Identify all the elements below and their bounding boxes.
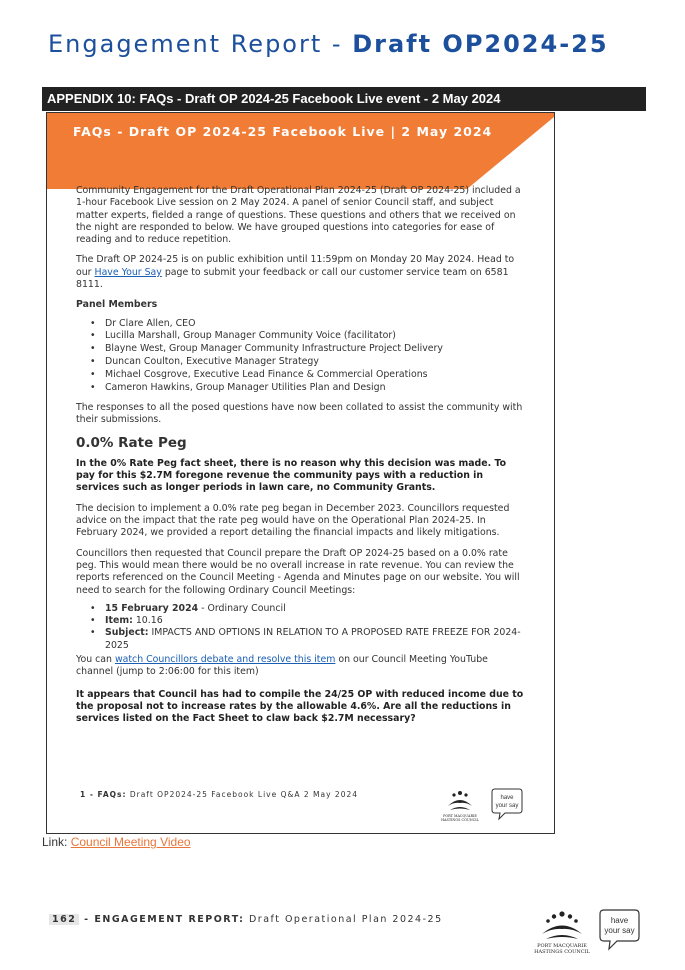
watch-paragraph bbox=[76, 654, 528, 679]
svg-text:have: have bbox=[500, 795, 514, 801]
meeting-date: 15 February 2024 bbox=[105, 602, 199, 614]
list-item: • Cameron Hawkins, Group Manager Utilities Plan and Design bbox=[90, 382, 528, 394]
item-label: Item: bbox=[105, 615, 133, 627]
appendix-heading: APPENDIX 10: FAQs - Draft OP 2024-25 Facebook Live event - 2 May 2024 bbox=[42, 87, 646, 111]
council-meeting-video-link[interactable]: Council Meeting Video bbox=[70, 835, 191, 849]
list-item: • Lucilla Marshall, Group Manager Community Voice (facilitator) bbox=[90, 330, 528, 342]
document-footer bbox=[80, 790, 358, 799]
question-2: It appears that Council has had to compile the 24/25 OP with reduced income due to the proposal not to increase rates by the allowable 4.6%. Are all the reductions in services listed on the Fact Sheet to claw back $2.7M necessary? bbox=[76, 688, 524, 725]
embedded-faq-document bbox=[46, 112, 555, 834]
svg-text:HASTINGS COUNCIL: HASTINGS COUNCIL bbox=[441, 818, 479, 822]
exhibition-text-end: page to submit your feedback or call our customer service team on 6581 8111. bbox=[76, 266, 509, 291]
svg-text:PORT MACQUARIE: PORT MACQUARIE bbox=[443, 814, 477, 818]
svg-text:have: have bbox=[610, 916, 629, 925]
have-your-say-link[interactable]: Have Your Say bbox=[94, 266, 162, 278]
svg-text:your say: your say bbox=[604, 926, 635, 935]
panel-members-heading: Panel Members bbox=[76, 299, 158, 311]
council-logo bbox=[532, 907, 592, 957]
banner-title: FAQs - Draft OP 2024-25 Facebook Live | 2 May 2024 bbox=[73, 124, 493, 139]
page-footer bbox=[49, 914, 443, 925]
subject-label: Subject: bbox=[105, 627, 149, 639]
footer-label: - ENGAGEMENT REPORT: bbox=[79, 914, 245, 925]
document-footer-label: 1 - FAQs: bbox=[80, 790, 127, 799]
section-heading: 0.0% Rate Peg bbox=[76, 434, 187, 451]
list-item: • Blayne West, Group Manager Community Infrastructure Project Delivery bbox=[90, 343, 528, 355]
exhibition-text: The Draft OP 2024-25 is on public exhibition until 11:59pm on Monday 20 May 2024. Head to our bbox=[76, 254, 515, 278]
footer-text: Draft Operational Plan 2024-25 bbox=[244, 914, 443, 925]
item-value: 10.16 bbox=[132, 615, 163, 627]
document-body bbox=[76, 185, 528, 733]
watch-debate-link[interactable]: watch Councillors debate and resolve this item bbox=[114, 654, 336, 665]
page-title bbox=[48, 30, 609, 58]
list-item: • Dr Clare Allen, CEO bbox=[90, 318, 528, 330]
link-line bbox=[42, 835, 191, 849]
intro-paragraph: Community Engagement for the Draft Operational Plan 2024-25 (Draft OP 2024-25) included a 1-hour Facebook Live session on 2 May 2024. A panel of senior Council staff, and subject matter experts, fielded a range of questions. These questions and others that we received on the night are responded to below. We have grouped questions into categories for ease of reading and to reduce repetition. bbox=[76, 185, 521, 246]
list-item bbox=[90, 627, 528, 652]
svg-text:HASTINGS COUNCIL: HASTINGS COUNCIL bbox=[534, 949, 590, 955]
panel-members-list bbox=[90, 318, 528, 394]
subject-value: IMPACTS AND OPTIONS IN RELATION TO A PROPOSED RATE FREEZE FOR 2024-2025 bbox=[105, 627, 521, 651]
meeting-details-list bbox=[90, 603, 528, 652]
list-item bbox=[90, 615, 528, 627]
list-item: • Duncan Coulton, Executive Manager Strategy bbox=[90, 356, 528, 368]
page-title-prefix: Engagement Report - bbox=[48, 30, 353, 58]
meeting-type: - Ordinary Council bbox=[198, 602, 286, 614]
document-footer-text: Draft OP2024-25 Facebook Live Q&A 2 May 2024 bbox=[126, 790, 359, 799]
svg-text:PORT MACQUARIE: PORT MACQUARIE bbox=[537, 943, 587, 949]
link-label: Link: bbox=[42, 835, 71, 849]
list-item bbox=[90, 603, 528, 615]
answer-1b: Councillors then requested that Council prepare the Draft OP 2024-25 based on a 0.0% rate peg. This would mean there would be no overall increase in rate revenue. You can review the reports referenced on the Council Meeting - Agenda and Minutes page on our website. You will need to search for the following Ordinary Council Meetings: bbox=[76, 547, 520, 596]
responses-paragraph: The responses to all the posed questions have now been collated to assist the community with their submissions. bbox=[76, 401, 523, 426]
have-your-say-logo-small bbox=[489, 786, 525, 822]
watch-text-end: on our Council Meeting YouTube channel (jump to 2:06:00 for this item) bbox=[76, 654, 488, 678]
list-item: • Michael Cosgrove, Executive Lead Finance & Commercial Operations bbox=[90, 369, 528, 381]
watch-text: You can bbox=[76, 654, 115, 665]
answer-1a: The decision to implement a 0.0% rate peg began in December 2023. Councillors requested advice on the impact that the rate peg would have on the Operational Plan 2024-25. In February 2024, we provided a report detailing the financial impacts and likely mitigations. bbox=[76, 502, 510, 539]
page-title-bold: Draft OP2024-25 bbox=[352, 30, 609, 58]
page-number: 162 bbox=[49, 914, 79, 925]
question-1: In the 0% Rate Peg fact sheet, there is no reason why this decision was made. To pay for this $2.7M foregone revenue the community pays with a reduction in services such as longer periods in lawn care, no Community Grants. bbox=[76, 457, 507, 494]
have-your-say-logo bbox=[597, 907, 642, 952]
council-logo-small bbox=[440, 786, 480, 826]
svg-text:your say: your say bbox=[495, 803, 519, 809]
exhibition-paragraph bbox=[76, 254, 528, 291]
